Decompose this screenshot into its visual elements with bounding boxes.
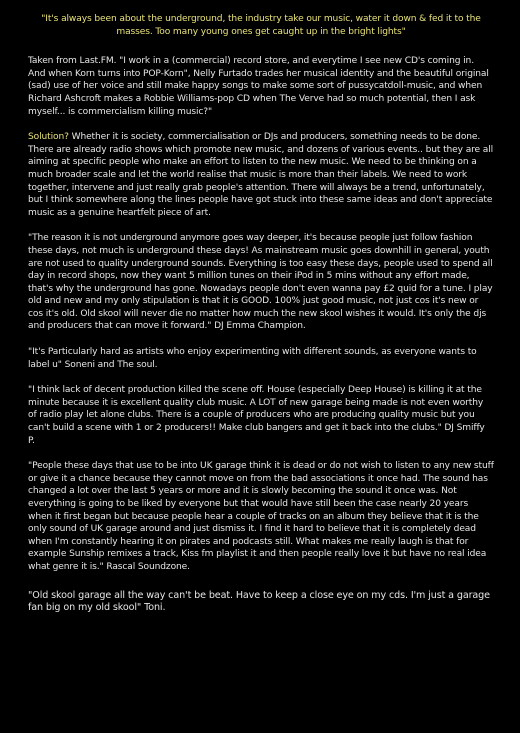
solution-lead: Solution? bbox=[28, 132, 69, 143]
paragraph-dj-smiffy-p: "I think lack of decent production killed the scene off. House (especially Deep House) is killing it at the minute because it is excellent quality club music. A LOT of new garage being made is not even worthy of radio play let alone clubs. There is a couple of producers who are producing quality music but you can't build a scene with 1 or 2 producers!! Make club bangers and get it back into the clubs." DJ Smiffy P. bbox=[28, 385, 485, 446]
paragraph-soneni: "It's Particularly hard as artists who enjoy experimenting with different sounds, as everyone wants to label u" Soneni and The soul. bbox=[28, 347, 477, 370]
paragraph-rascal-soundzone: "People these days that use to be into UK garage think it is dead or do not wish to listen to any new stuff or give it a chance because they cannot move on from the bad associations it once had. The sound has changed a lot over the last 5 years or more and it is slowly becoming the sound it once was. Not everything is going to be liked by everyone but that would have still been the case nearly 20 years when it first began but because people hear a couple of tracks on an album they believe that it is the only sound of UK garage around and just dismiss it. I find it hard to believe that it is completely dead when I'm constantly hearing it on pirates and podcasts still. What makes me really laugh is that for example Sunship remixes a track, Kiss fm playlist it and then people really love it but have no real idea what genre it is." Rascal Soundzone. bbox=[28, 461, 494, 572]
paragraph-solution bbox=[28, 131, 494, 219]
paragraph-dj-emma-champion: "The reason it is not underground anymore goes way deeper, it's because people just follow fashion these days, not much is underground these days! As mainstream music goes downhill in general, youth are not used to quality underground sounds. Everything is too easy these days, people used to spend all day in record shops, now they want 5 million tunes on their iPod in 5 mins without any effort made, that's why the underground has gone. Nowadays people don't even wanna pay £2 quid for a tune. I play old and new and my only stipulation is that it is GOOD. 100% just good music, not just cos it's new or cos it's old. Old skool will never die no matter how much the new skool wishes it would. It's only the djs and producers that can move it forward." DJ Emma Champion. bbox=[28, 233, 493, 332]
article-body bbox=[28, 13, 494, 628]
solution-text: Whether it is society, commercialisation or DJs and producers, something needs to be done. There are already radio shows which promote new music, and dozens of various events.. but they are all aiming at specific people who make an effort to listen to the new music. We need to be thinking on a much broader scale and let the world realise that music is more than their labels. We need to work together, intervene and just really grab people's attention. There will always be a trend, unfortunately, but I think somewhere along the lines people have got stuck into these same ideas and don't appreciate music as a genuine heartfelt piece of art. bbox=[28, 132, 494, 218]
paragraph-lastfm-quote: Taken from Last.FM. "I work in a (commercial) record store, and everytime I see new CD's coming in. And when Korn turns into POP-Korn", Nelly Furtado trades her musical identity and the beautiful original (sad) use of her voice and still make happy songs to make some sort of pussycatdoll-music, and when Richard Ashcroft makes a Robbie Williams-pop CD when The Verve had so much potential, then I ask myself... is commercialism killing music?" bbox=[28, 56, 489, 117]
pull-quote: "It's always been about the underground, the industry take our music, water it down & fed it to the masses. Too many young ones get caught up in the bright lights" bbox=[41, 14, 481, 37]
paragraph-toni: "Old skool garage all the way can't be beat. Have to keep a close eye on my cds. I'm just a garage fan big on my old skool" Toni. bbox=[28, 589, 490, 614]
